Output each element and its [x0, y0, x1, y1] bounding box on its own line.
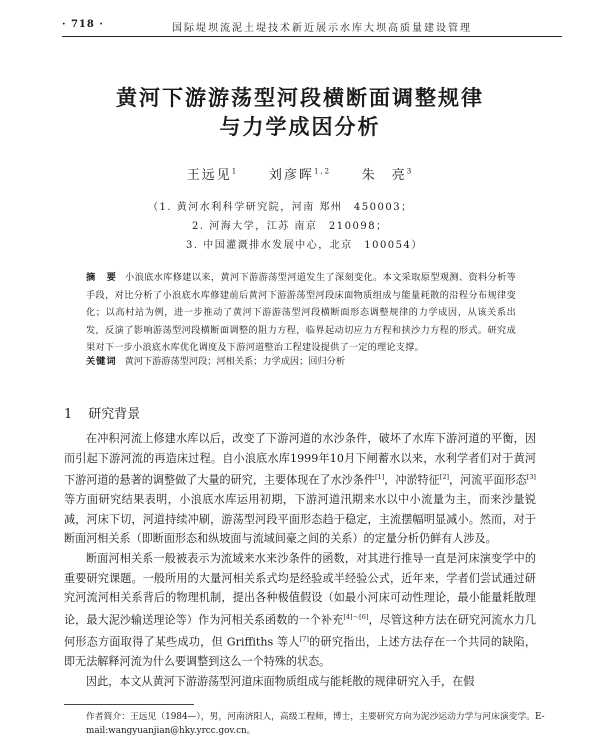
body-text	[64, 429, 536, 691]
author-affiliation-mark: 1,2	[313, 167, 332, 176]
text-run: 等方面研究结果表明，小浪底水库运用初期，下游河道汛期来水以中小流量为主，而来沙量锐减，河床下切，河道持续冲刷，游荡型河段平面形态趋于稳定，主流摆幅明显减小。然而，对于断面河相关系（即断面形态和纵坡面与流域间豪之间的关系）的定量分析仍鲜有人涉及。	[64, 493, 536, 546]
section-title: 研究背景	[88, 407, 141, 422]
text-run: 在冲积河流上修建水库以后，改变了下游河道的水沙条件，破坏了水库下游河道的平衡，因而引起下游河流的再造床过程。自小浪底水库1999年10月下闸蓄水以来，水利学者们对于黄河下游河道的悬著的调整做了大量的研究，主要体现在了水沙条件	[64, 432, 536, 487]
text-run: 的研究指出，上述方法存在一个共同的缺陷，即无法解释河流为什么要调整到这么一个特殊的状态。	[64, 635, 536, 669]
citation: [1]	[375, 473, 385, 482]
header-rule	[62, 36, 562, 37]
citation: [4]～[6]	[343, 612, 369, 621]
abstract	[86, 269, 516, 357]
section-heading	[64, 403, 140, 422]
running-header	[62, 16, 562, 36]
paper-title-line-1: 黄河下游游荡型河段横断面调整规律	[116, 86, 484, 110]
author-name: 刘彦晖	[268, 168, 314, 183]
author-affiliation-mark: 3	[406, 167, 414, 176]
section-number: 1	[64, 407, 73, 422]
running-title: 国际堤坝流泥土堤技术新近展示水库大坝高质量建设管理	[172, 23, 472, 34]
text-run: ，冲淤特征	[384, 473, 440, 487]
text-run: 断面河相关系一般被表示为流域来水来沙条件的函数，对其进行推导一直是河床演变学中的重要研究课题。一般所用的大量河相关系式均是经验或半经验公式，近年来，学者们尝试通过研究河流河相关系背后的物理机制，提出各种极值假设（如最小河床可动性理论，最小能量耗散理论，最大泥沙输送理论等）作为河相关系函数的一个补充	[64, 551, 536, 627]
author-name: 王远见	[186, 168, 232, 183]
citation: [7]	[299, 634, 309, 643]
paragraph-2	[64, 549, 536, 672]
citation: [2]	[439, 473, 449, 482]
abstract-text: 小浪底水库修建以来，黄河下游游荡型河道发生了深刻变化。本文采取原型观测、资料分析等手段，对比分析了小浪底水库修建前后黄河下游游荡型河段床面物质组成与能量耗散的沿程分布规律变化；以高村站为例，进一步推动了黄河下游游荡型河段横断面形态调整规律的力学成因，从该关系出发，反演了影响游荡型河段横断面调整的阻力方程，临界起动切应力方程和挟沙力方程的形式。研究成果对下一步小浪底水库优化调度及下游河道整治工程建设提供了一定的理论支撑。	[86, 272, 517, 354]
author-footnote: 作者简介：王远见（1984—），男，河南济阳人，高级工程师，博士，主要研究方向为泥沙运动力学与河床演变学。E-mail:wangyuanjian@hky.yrcc.gov.cn。	[86, 712, 545, 736]
paper-title-line-2: 与力学成因分析	[219, 115, 381, 139]
page-number: · 718 ·	[62, 19, 104, 30]
keywords	[86, 353, 516, 367]
paragraph-3: 因此，本文从黄河下游游荡型河道床面物质组成与能耗散的规律研究入手，在假	[86, 674, 475, 688]
affiliation-1: （1. 黄河水利科学研究院，河南 郑州 450003；	[148, 202, 413, 213]
affiliation-3: 3. 中国灌溉排水发展中心，北京 100054）	[186, 240, 423, 251]
affiliation-2: 2. 河海大学，江苏 南京 210098；	[192, 221, 388, 232]
text-run: ，河流平面形态	[449, 473, 527, 487]
keywords-text: 黄河下游游荡型河段；河相关系；力学成因；回归分析	[124, 356, 346, 367]
author-name: 朱 亮	[361, 168, 407, 183]
author-affiliation-mark: 1	[231, 167, 239, 176]
keywords-label: 关键词	[86, 356, 117, 367]
abstract-label: 摘 要	[86, 272, 118, 283]
text-run: ，尽管这种方法在研究河流水力几何形态方面取得了某些成功，但 Griffiths 等人	[64, 613, 536, 649]
author-list	[60, 164, 540, 183]
footnote-rule	[64, 704, 194, 705]
paragraph-1	[64, 429, 536, 549]
citation: [3]	[526, 473, 536, 482]
